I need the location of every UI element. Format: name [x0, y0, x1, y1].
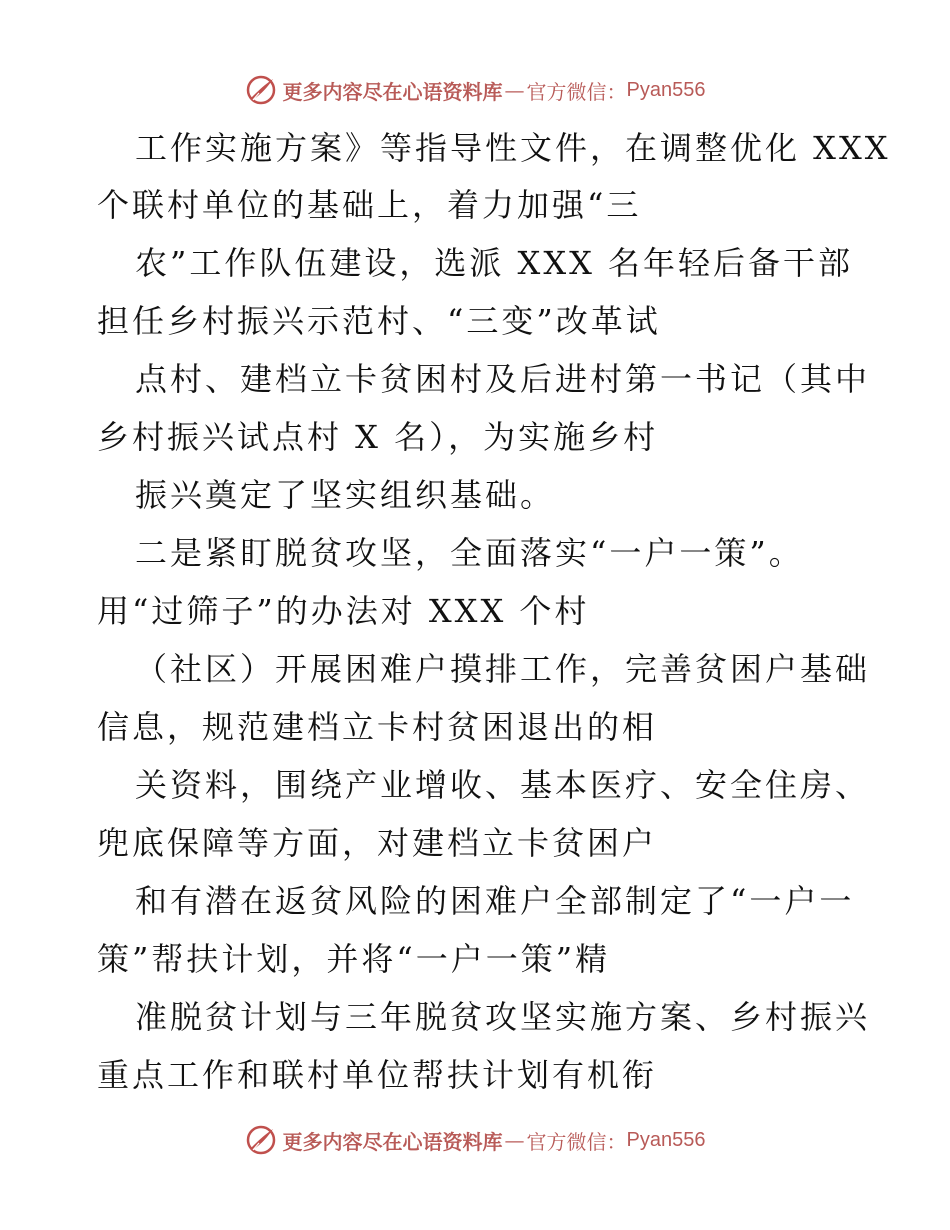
- watermark-main-text: 更多内容尽在心语资料库: [282, 79, 503, 104]
- text-line: 乡村振兴试点村 X 名），为实施乡村: [97, 418, 659, 456]
- text-line: 策”帮扶计划，并将“一户一策”精: [97, 940, 611, 978]
- watermark-wechat-id: Pyan556: [626, 1128, 706, 1151]
- text-line: 点村、建档立卡贫困村及后进村第一书记（其中: [135, 360, 871, 398]
- watermark-wechat-id: Pyan556: [626, 78, 706, 101]
- header-watermark: [0, 70, 950, 110]
- text-line: 用“过筛子”的办法对 XXX 个村: [97, 592, 590, 630]
- text-line: 关资料，围绕产业增收、基本医疗、安全住房、: [135, 766, 871, 804]
- text-line: 个联村单位的基础上，着力加强“三: [97, 186, 642, 224]
- watermark-main-text: 更多内容尽在心语资料库: [282, 1129, 503, 1154]
- text-line: 准脱贫计划与三年脱贫攻坚实施方案、乡村振兴: [135, 998, 871, 1036]
- watermark-dash: —: [504, 78, 525, 102]
- text-line: 和有潜在返贫风险的困难户全部制定了“一户一: [135, 882, 855, 920]
- footer-watermark: [0, 1120, 950, 1160]
- text-line: 工作实施方案》等指导性文件，在调整优化 XXX: [135, 129, 891, 167]
- feather-pen-logo-icon: [245, 1124, 277, 1156]
- feather-pen-logo-icon: [245, 74, 277, 106]
- text-line: 信息，规范建档立卡村贫困退出的相: [97, 708, 658, 746]
- watermark-official-label: 官方微信：: [526, 1129, 627, 1154]
- text-line: 重点工作和联村单位帮扶计划有机衔: [97, 1056, 658, 1094]
- text-line: 二是紧盯脱贫攻坚，全面落实“一户一策”。: [135, 534, 804, 572]
- text-line: 兜底保障等方面，对建档立卡贫困户: [97, 824, 658, 862]
- text-line: 农”工作队伍建设，选派 XXX 名年轻后备干部: [135, 244, 854, 282]
- text-line: 担任乡村振兴示范村、“三变”改革试: [97, 302, 661, 340]
- watermark-official-label: 官方微信：: [526, 79, 627, 104]
- text-line: （社区）开展困难户摸排工作，完善贫困户基础: [135, 650, 871, 688]
- watermark-dash: —: [504, 1128, 525, 1152]
- text-line: 振兴奠定了坚实组织基础。: [135, 476, 556, 514]
